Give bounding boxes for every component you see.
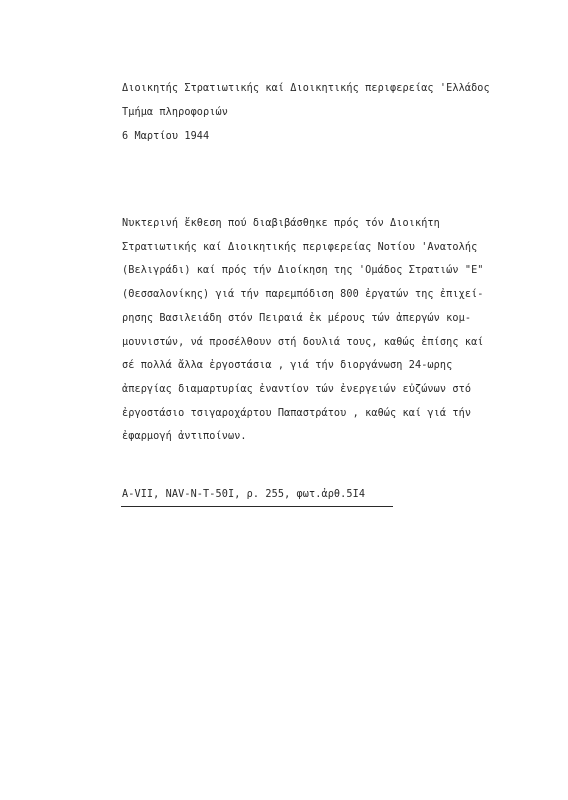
header-authority: Διοικητής Στρατιωτικής καί Διοικητικής περιφερείας 'Ελλάδος — [122, 83, 490, 94]
body-line: σέ πολλά ἄλλα ἐργοστάσια , γιά τήν διοργάνωση 24-ωρης — [122, 360, 453, 372]
report-body — [122, 212, 484, 449]
body-line: (Θεσσαλονίκης) γιά τήν παρεμπόδιση 800 ἐργατών της ἐπιχεί- — [122, 289, 484, 301]
header-department: Τμήμα πληροφοριών — [122, 107, 228, 118]
document-header — [122, 77, 490, 149]
body-line: (Βελιγράδι) καί πρός τήν Διοίκηση της 'Ομάδος Στρατιών "Ε" — [122, 265, 484, 277]
archive-reference: A-VII, NAV-N-T-50I, ρ. 255, φωτ.ἀρθ.5I4 — [122, 489, 366, 500]
body-line: Στρατιωτικής καί Διοικητικής περιφερείας Νοτίου 'Ανατολής — [122, 241, 478, 253]
body-line: ἀπεργίας διαμαρτυρίας ἐναντίον τών ἐνεργειών εὐζώνων στό — [122, 383, 472, 395]
body-line: Νυκτερινή ἔκθεση πού διαβιβάσθηκε πρός τόν Διοικήτη — [122, 218, 440, 229]
body-line: ἐργοστάσιο τσιγαροχάρτου Παπαστράτου , καθώς καί γιά τήν — [122, 407, 472, 419]
reference-underline — [121, 506, 393, 507]
body-line: ἐφαρμογή ἀντιποίνων. — [122, 431, 247, 443]
body-line: μουνιστών, νά προσέλθουν στή δουλιά τους, καθώς ἐπίσης καί — [122, 336, 484, 348]
body-line: ρησης Βασιλειάδη στόν Πειραιά ἐκ μέρους τών ἀπεργών κομ- — [122, 312, 472, 324]
header-date: 6 Μαρτίου 1944 — [122, 131, 210, 142]
